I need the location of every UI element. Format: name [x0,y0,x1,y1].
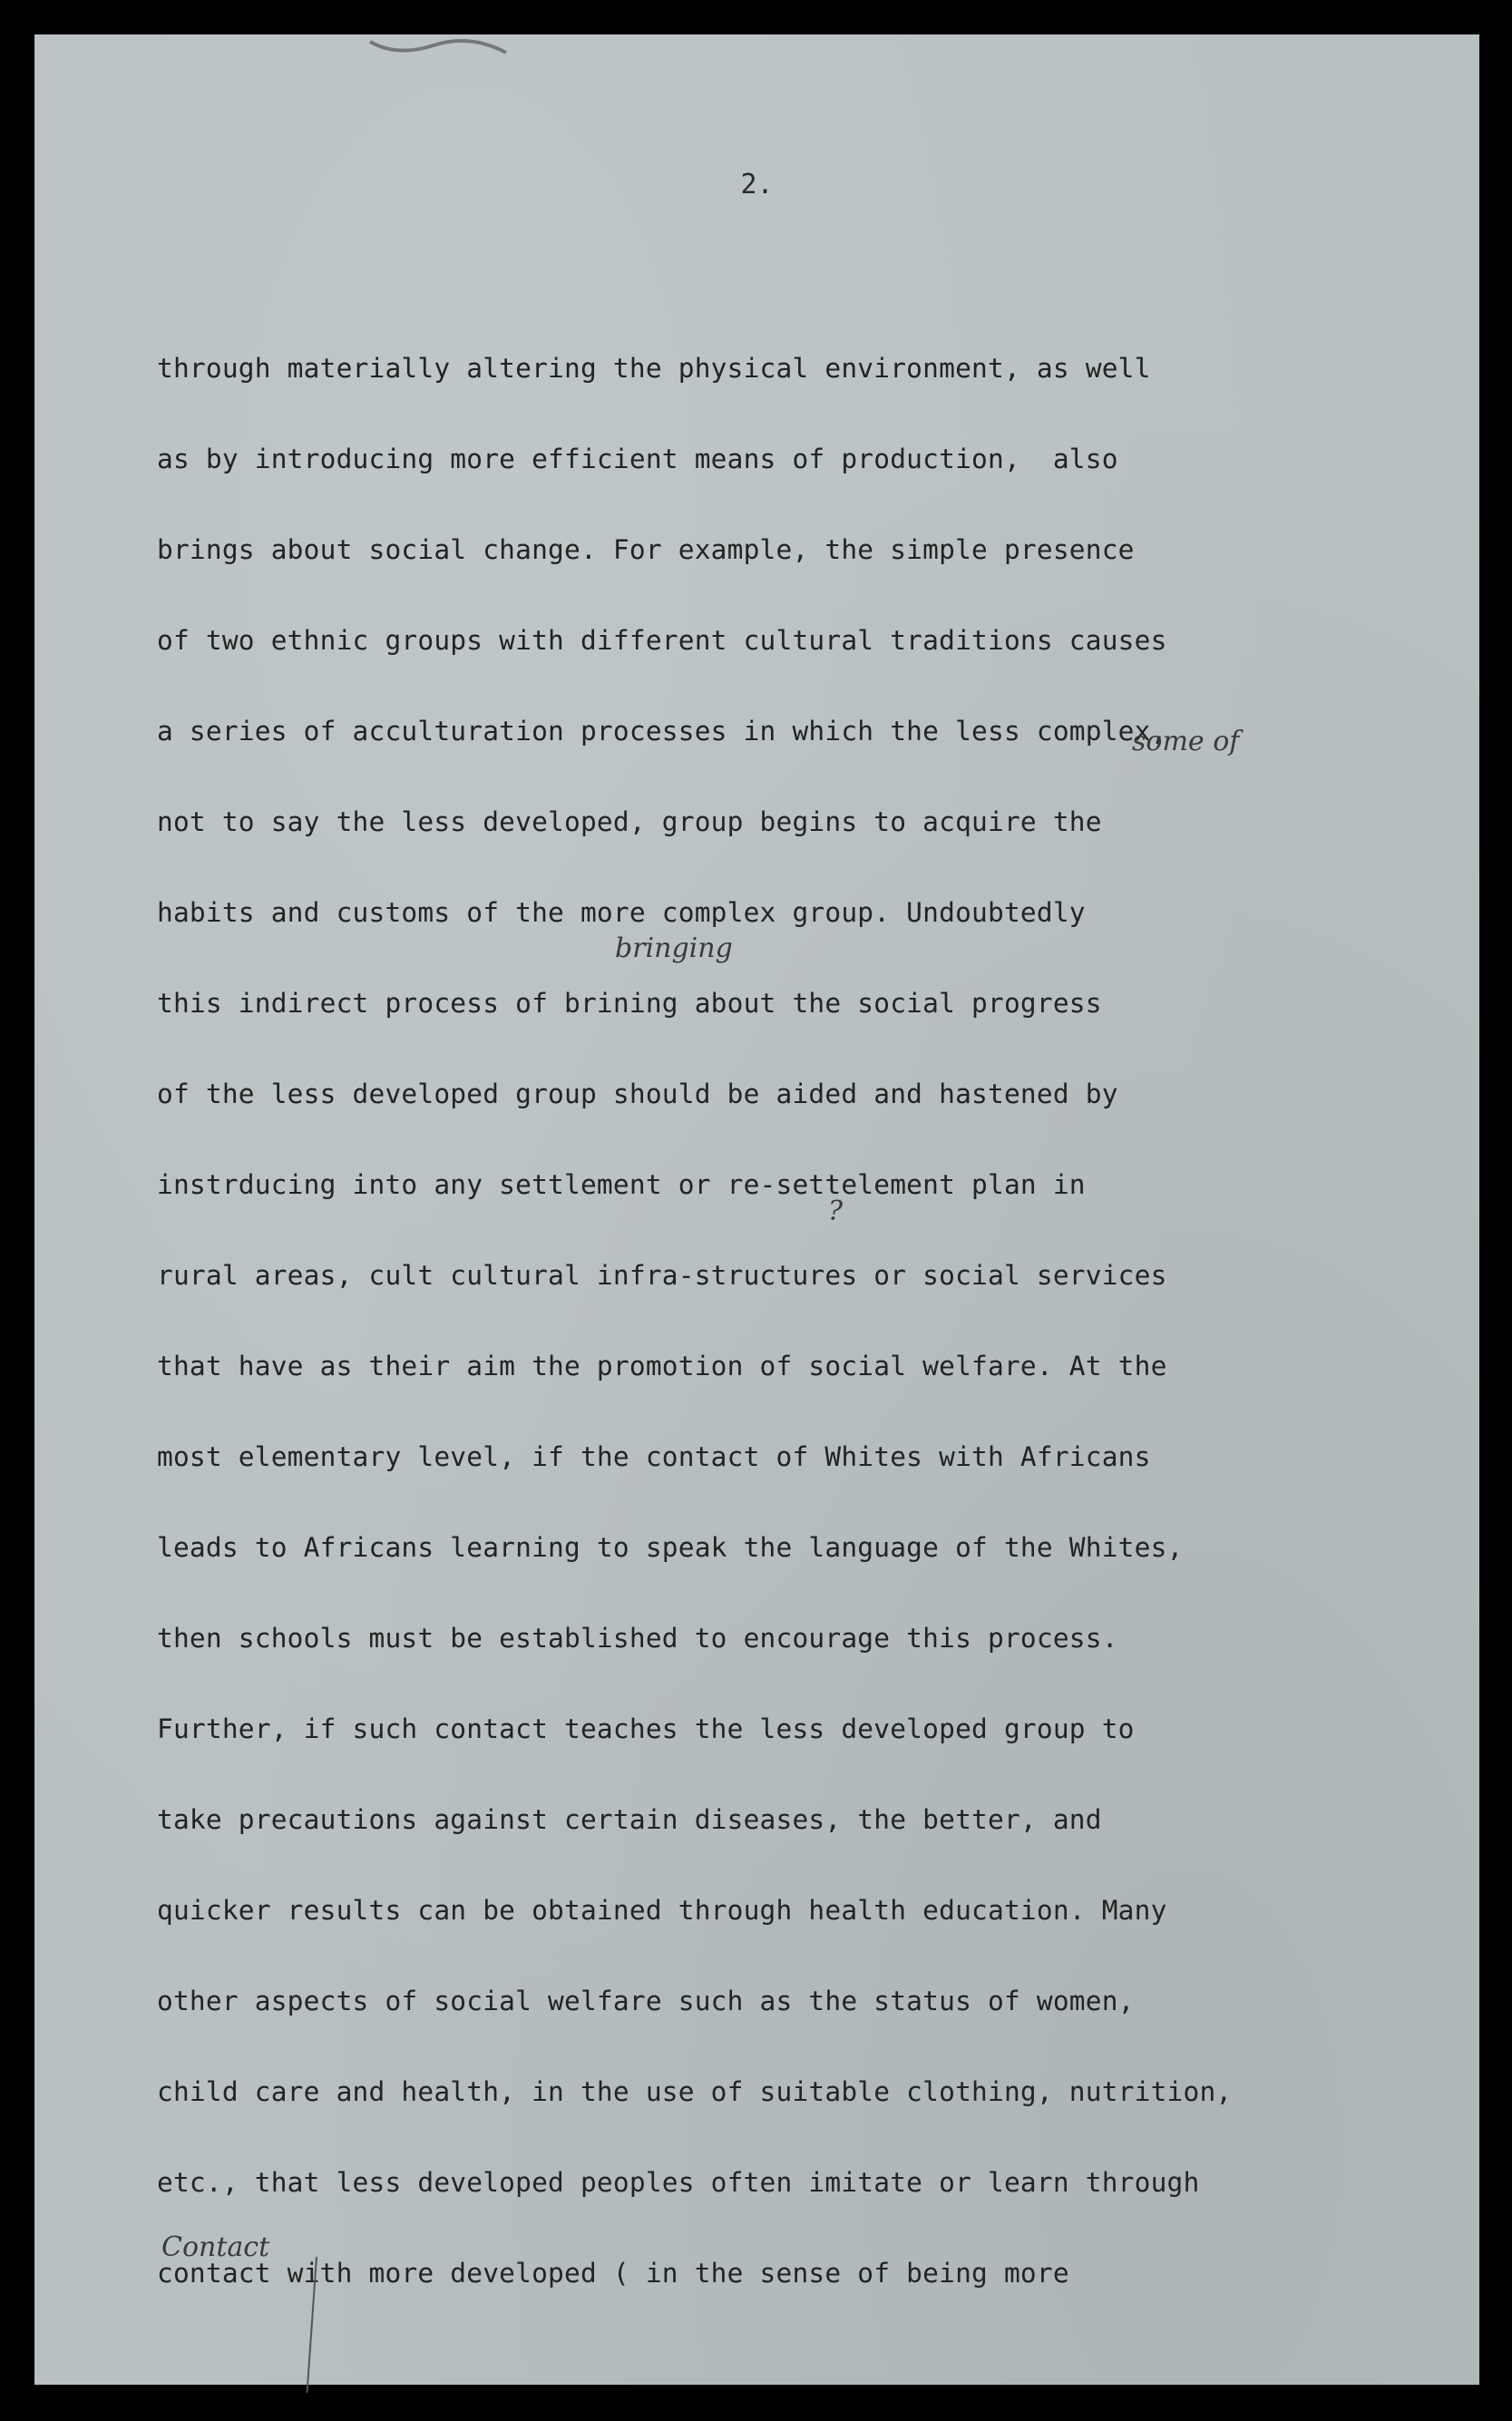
text-line: as by introducing more efficient means of production, also [157,444,1118,474]
text-line: etc., that less developed peoples often imitate or learn through [157,2167,1200,2198]
text-line: rural areas, cult cultural infra-structures or social services [157,1260,1167,1291]
text-line: instrducing into any settlement or re-settelement plan in [157,1169,1086,1200]
text-line: a series of acculturation processes in which the less complex, [157,716,1167,747]
handwritten-insertion: bringing [615,932,733,964]
page-number: 2. [740,169,774,200]
text-line: brings about social change. For example, the simple presence [157,534,1135,565]
text-line: child care and health, in the use of suitable clothing, nutrition, [157,2076,1233,2107]
handwritten-insertion: some of [1132,726,1240,757]
text-line: Further, if such contact teaches the less developed group to [157,1713,1135,1744]
text-line: leads to Africans learning to speak the language of the Whites, [157,1532,1184,1563]
text-line: of two ethnic groups with different cultural traditions causes [157,625,1167,656]
text-line: then schools must be established to encourage this process. [157,1623,1118,1654]
text-line: contact with more developed ( in the sense of being more [157,2258,1069,2289]
text-line: habits and customs of the more complex group. Undoubtedly [157,897,1086,928]
ink-smudge [361,34,515,71]
text-line: this indirect process of brining about the social progress [157,988,1102,1019]
handwritten-insertion: Contact [161,2231,270,2263]
text-line: take precautions against certain diseases, the better, and [157,1804,1102,1835]
handwritten-insertion: ? [828,1196,844,1227]
text-line: through materially altering the physical environment, as well [157,353,1151,384]
text-line: quicker results can be obtained through health education. Many [157,1895,1167,1926]
document-page [34,34,1479,2385]
text-line: other aspects of social welfare such as the status of women, [157,1986,1135,2016]
text-line: not to say the less developed, group begins to acquire the [157,806,1102,837]
text-line: of the less developed group should be aided and hastened by [157,1079,1118,1109]
text-line: most elementary level, if the contact of Whites with Africans [157,1441,1151,1472]
text-line: that have as their aim the promotion of social welfare. At the [157,1351,1167,1381]
typed-text-body [157,323,1427,2318]
